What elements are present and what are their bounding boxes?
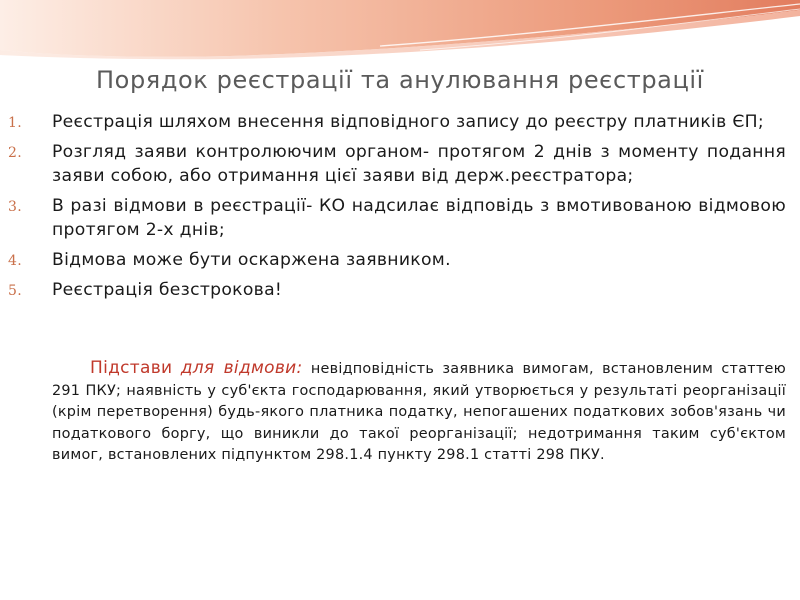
list-item <box>0 110 800 134</box>
list-item <box>0 194 800 242</box>
banner-wave-graphic <box>0 0 800 60</box>
list-item-text: Відмова може бути оскаржена заявником. <box>52 250 451 270</box>
list-item-number: 5. <box>8 283 22 299</box>
list-item-number: 3. <box>8 199 22 215</box>
list-item-text: В разі відмови в реєстрації- КО надсилає відповідь з вмотивованою відмовою протягом 2-х днів; <box>52 196 786 240</box>
list-item-number: 2. <box>8 145 22 161</box>
refusal-grounds-label-colon: : <box>296 358 303 378</box>
refusal-grounds-text: невідповідність заявника вимогам, встановленим статтею 291 ПКУ; наявність у суб'єкта господарювання, який утворюється у результаті реорганізації (крім перетворення) будь-якого платника податку, непогашених податкових зобов'язань чи податкового боргу, що виникли до такої реорганізації; недотримання таким суб'єктом вимог, встановлених підпунктом 298.1.4 пункту 298.1 статті 298 ПКУ. <box>52 361 786 463</box>
list-item-text: Розгляд заяви контролюючим органом- протягом 2 днів з моменту подання заяви собою, або отримання цієї заяви від держ.реєстратора; <box>52 142 786 186</box>
list-item <box>0 278 800 302</box>
numbered-list <box>0 110 800 308</box>
list-item-text: Реєстрація шляхом внесення відповідного запису до реєстру платників ЄП; <box>52 112 764 132</box>
decorative-banner <box>0 0 800 60</box>
slide-title: Порядок реєстрації та анулювання реєстрації <box>96 66 704 94</box>
refusal-grounds-paragraph <box>52 358 786 467</box>
list-item-text: Реєстрація безстрокова! <box>52 280 283 300</box>
refusal-grounds-label-emphasis: для відмови <box>180 358 297 378</box>
list-item-number: 1. <box>8 115 22 131</box>
list-item-number: 4. <box>8 253 22 269</box>
refusal-grounds-label: Підстави <box>90 358 173 378</box>
list-item <box>0 140 800 188</box>
list-item <box>0 248 800 272</box>
